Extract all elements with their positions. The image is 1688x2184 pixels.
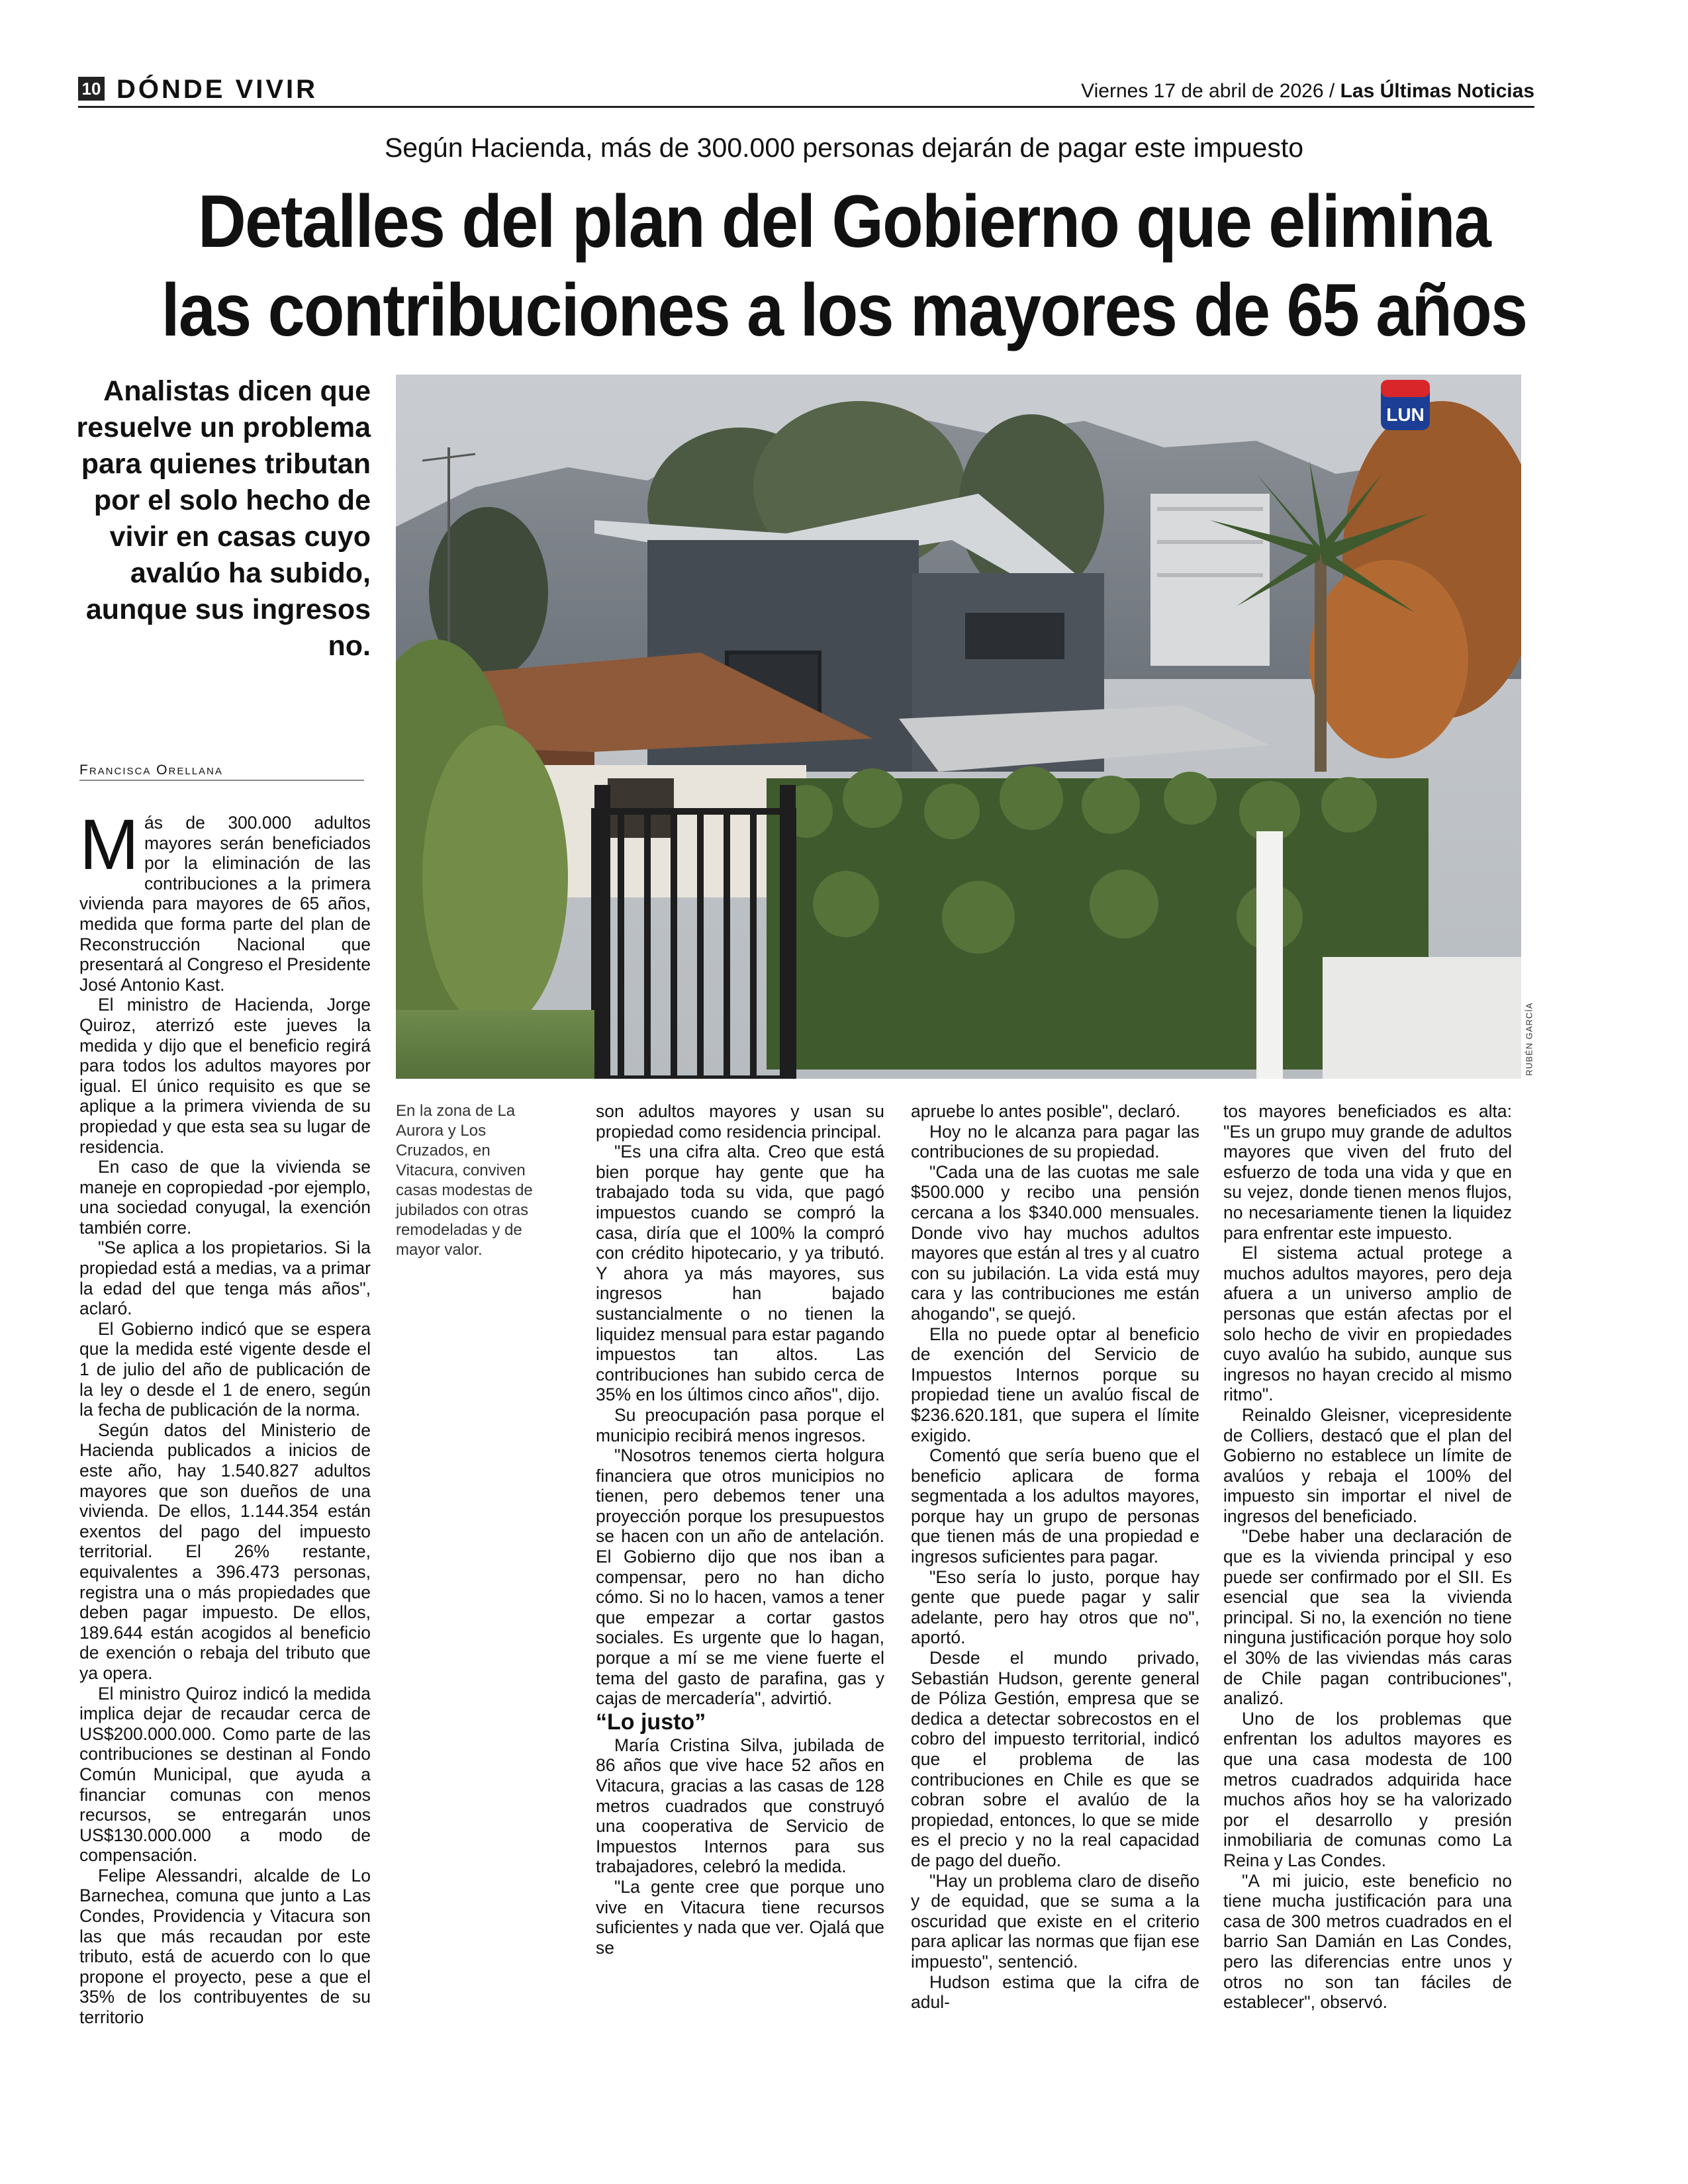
body-column-2 [596, 1101, 884, 1958]
paragraph: Hudson estima que la cifra de adul- [911, 1972, 1199, 2013]
paragraph: apruebe lo antes posible", declaró. [911, 1101, 1181, 1121]
paragraph: Desde el mundo privado, Sebastián Hudson, gerente general de Póliza Gestión, empresa que se dedica a detectar sobrecostos en el cobro del impuesto territorial, indicó que el problema de las contribuciones en Chile es que se cobran sobre el avalúo de la propiedad, entonces, lo que se mide es el precio y no la real capacidad de pago del dueño. [911, 1648, 1199, 1870]
lun-logo-text: LUN [1386, 404, 1425, 425]
lun-logo [1381, 380, 1430, 430]
paragraph: tos mayores beneficiados es alta: "Es un grupo muy grande de adultos mayores que viven del fruto del esfuerzo de toda una vida y que en su vejez, donde tienen menos flujos, no necesariamente tienen la liquidez para enfrentar este impuesto. [1223, 1101, 1512, 1243]
byline: Francisca Orellana [79, 762, 223, 778]
headline-line-1: Detalles del plan del Gobierno que elimina [197, 180, 1491, 263]
body-column-3 [911, 1101, 1199, 2013]
paragraph: "Hay un problema claro de diseño y de equidad, que se suma a la oscuridad que existe en el criterio para aplicar las normas que fijan ese impuesto", sentenció. [911, 1870, 1199, 1972]
paragraph: Comentó que sería bueno que el beneficio aplicara de forma segmentada a los adultos mayores, porque hay un grupo de personas que tienen más de una propiedad e ingresos suficientes para pagar. [911, 1445, 1199, 1567]
photo-credit [1523, 999, 1538, 1079]
dateline-separator: / [1329, 80, 1335, 102]
body-column-1 [79, 804, 371, 2028]
paragraph: "Eso sería lo justo, porque hay gente que puede pagar y salir adelante, pero hay otros que no", aportó. [911, 1567, 1199, 1648]
kicker: Según Hacienda, más de 300.000 personas dejarán de pagar este impuesto [384, 132, 1304, 163]
newspaper-name: Las Últimas Noticias [1340, 80, 1534, 102]
paragraph: "Cada una de las cuotas me sale $500.000 y recibo una pensión cercana a los $340.000 mensuales. Donde vivo hay muchos adultos mayores que están al tres y al cuatro con su jubilación. La vida está muy cara y las contribuciones me están ahogando", se quejó. [911, 1161, 1199, 1324]
paragraph: "La gente cree que porque uno vive en Vitacura tiene recursos suficientes y nada que ver. Ojalá que se [596, 1876, 884, 1958]
paragraph: El ministro Quiroz indicó la medida implica dejar de recaudar cerca de US$200.000.000. Como parte de las contribuciones se destinan al Fondo Común Municipal, que ayuda a financiar comunas con menos recursos, se entregarán unos US$130.000.000 a modo de compensación. [79, 1683, 371, 1866]
subheading: “Lo justo” [596, 1709, 706, 1735]
article-photo [396, 375, 1521, 1079]
paragraph: Felipe Alessandri, alcalde de Lo Barnechea, comuna que junto a Las Condes, Providencia y Vitacura son las que más recaudan por este tributo, está de acuerdo con lo que propone el proyecto, pese a que el 35% de los contribuyentes de su territorio [79, 1865, 371, 2028]
headline [120, 177, 1568, 355]
page-header [78, 74, 1534, 105]
paragraph: Reinaldo Gleisner, vicepresidente de Colliers, destacó que el plan del Gobierno no establece un límite de avalúos y rebaja el 100% del impuesto sin importar el nivel de ingresos del beneficiado. [1223, 1404, 1512, 1526]
header-divider [78, 106, 1534, 108]
body-column-4 [1223, 1101, 1512, 2013]
issue-date: Viernes 17 de abril de 2026 [1081, 80, 1324, 102]
photo-caption: En la zona de La Aurora y Los Cruzados, en Vitacura, conviven casas modestas de jubilados con otras remodeladas y de mayor valor. [396, 1102, 533, 1259]
headline-line-2: las contribuciones a los mayores de 65 años [161, 269, 1527, 351]
paragraph: Según datos del Ministerio de Hacienda publicados a inicios de este año, hay 1.540.827 adultos mayores que son dueños de una vivienda. De ellos, 1.144.354 están exentos del pago del impuesto territorial. El 26% restante, equivalentes a 396.473 personas, registra una o más propiedades que deben pagar impuesto. De ellos, 189.644 están acogidos al beneficio de exención o rebaja del tributo que ya opera. [79, 1420, 371, 1683]
paragraph: Su preocupación pasa porque el municipio recibirá menos ingresos. [596, 1404, 884, 1445]
paragraph: Más de 300.000 adultos mayores serán beneficiados por la eliminación de las contribuciones a la primera vivienda para mayores de 65 años, medida que forma parte del plan de Reconstrucción Nacional que presentará al Congreso el Presidente José Antonio Kast. [79, 804, 371, 995]
paragraph: "Es una cifra alta. Creo que está bien porque hay gente que ha trabajado toda su vida, que pagó impuestos cuando se compró la casa, diría que el 100% la compró con crédito hipotecario, y ya tributó. Y ahora ya más mayores, sus ingresos han bajado sustancialmente o no tienen la liquidez mensual para estar pagando impuestos tan altos. Las contribuciones han subido cerca de 35% en los últimos cinco años", dijo. [596, 1142, 884, 1405]
paragraph: El Gobierno indicó que se espera que la medida esté vigente desde el 1 de julio del año de publicación de la ley o desde el 1 de enero, según la fecha de publicación de la norma. [79, 1318, 371, 1420]
paragraph: "Debe haber una declaración de que es la vivienda principal y eso puede ser confirmado por el SII. Es esencial que sea la vivienda principal. Si no, la exención no tiene ninguna justificación porque hoy solo el 30% de las viviendas más caras de Chile pagan contribuciones", analizó. [1223, 1526, 1512, 1709]
paragraph: El sistema actual protege a muchos adultos mayores, pero deja afuera a un universo amplio de personas que están afectas por el solo hecho de vivir en propiedades cuyo avalúo ha subido, aunque sus ingresos no hayan crecido al mismo ritmo". [1223, 1243, 1512, 1405]
paragraph: Hoy no le alcanza para pagar las contribuciones de su propiedad. [911, 1121, 1199, 1162]
paragraph: son adultos mayores y usan su propiedad como residencia principal. [596, 1101, 884, 1142]
paragraph: Ella no puede optar al beneficio de exención del Servicio de Impuestos Internos porque su propiedad tiene un avalúo fiscal de $236.620.181, que supera el límite exigido. [911, 1324, 1199, 1445]
dateline [1081, 79, 1534, 103]
page-number: 10 [78, 77, 105, 101]
photo-credit-text: RUBÉN GARCÍA [1524, 1002, 1534, 1076]
paragraph: "A mi juicio, este beneficio no tiene mucha justificación para una casa de 300 metros cuadrados en el barrio San Damián en Las Condes, pero las diferencias entre unos y otros no son tan fáciles de establecer", observó. [1223, 1870, 1512, 2013]
paragraph: María Cristina Silva, jubilada de 86 años que vive hace 52 años en Vitacura, gracias a las casas de 128 metros cuadrados que construyó una cooperativa de Servicio de Impuestos Internos para sus trabajadores, celebró la medida. [596, 1735, 884, 1877]
paragraph: "Se aplica a los propietarios. Si la propiedad está a medias, va a primar la edad del que tenga más años", aclaró. [79, 1238, 371, 1319]
deck: Analistas dicen que resuelve un problema para quienes tributan por el solo hecho de vivir en casas cuyo avalúo ha subido, aunque sus ingresos no. [76, 375, 371, 662]
section-name: DÓNDE VIVIR [117, 75, 318, 104]
paragraph: Uno de los problemas que enfrentan los adultos mayores es que una casa modesta de 100 metros cuadrados adquirida hace muchos años hoy se ha valorizado por el desarrollo y presión inmobiliaria de comunas como La Reina y Las Condes. [1223, 1708, 1512, 1870]
drop-cap: M [79, 804, 139, 884]
paragraph: El ministro de Hacienda, Jorge Quiroz, aterrizó este jueves la medida y dijo que el beneficio regirá para todos los adultos mayores por igual. El único requisito es que se aplique a la primera vivienda de su propiedad y que esta sea su lugar de residencia. [79, 995, 371, 1157]
paragraph: En caso de que la vivienda se maneje en copropiedad -por ejemplo, una sociedad conyugal, la exención también corre. [79, 1157, 371, 1238]
byline-divider [79, 780, 364, 781]
paragraph: "Nosotros tenemos cierta holgura financiera que otros municipios no tienen, pero debemos tener una proyección porque los presupuestos se hacen con un año de antelación. El Gobierno dijo que nos iban a compensar, pero no han dicho cómo. Si no lo hacen, vamos a tener que empezar a cortar gastos sociales. Es urgente que lo hagan, porque a mí se me viene fuerte el tema del gasto de parafina, gas y cajas de mercadería", advirtió. [596, 1445, 884, 1709]
